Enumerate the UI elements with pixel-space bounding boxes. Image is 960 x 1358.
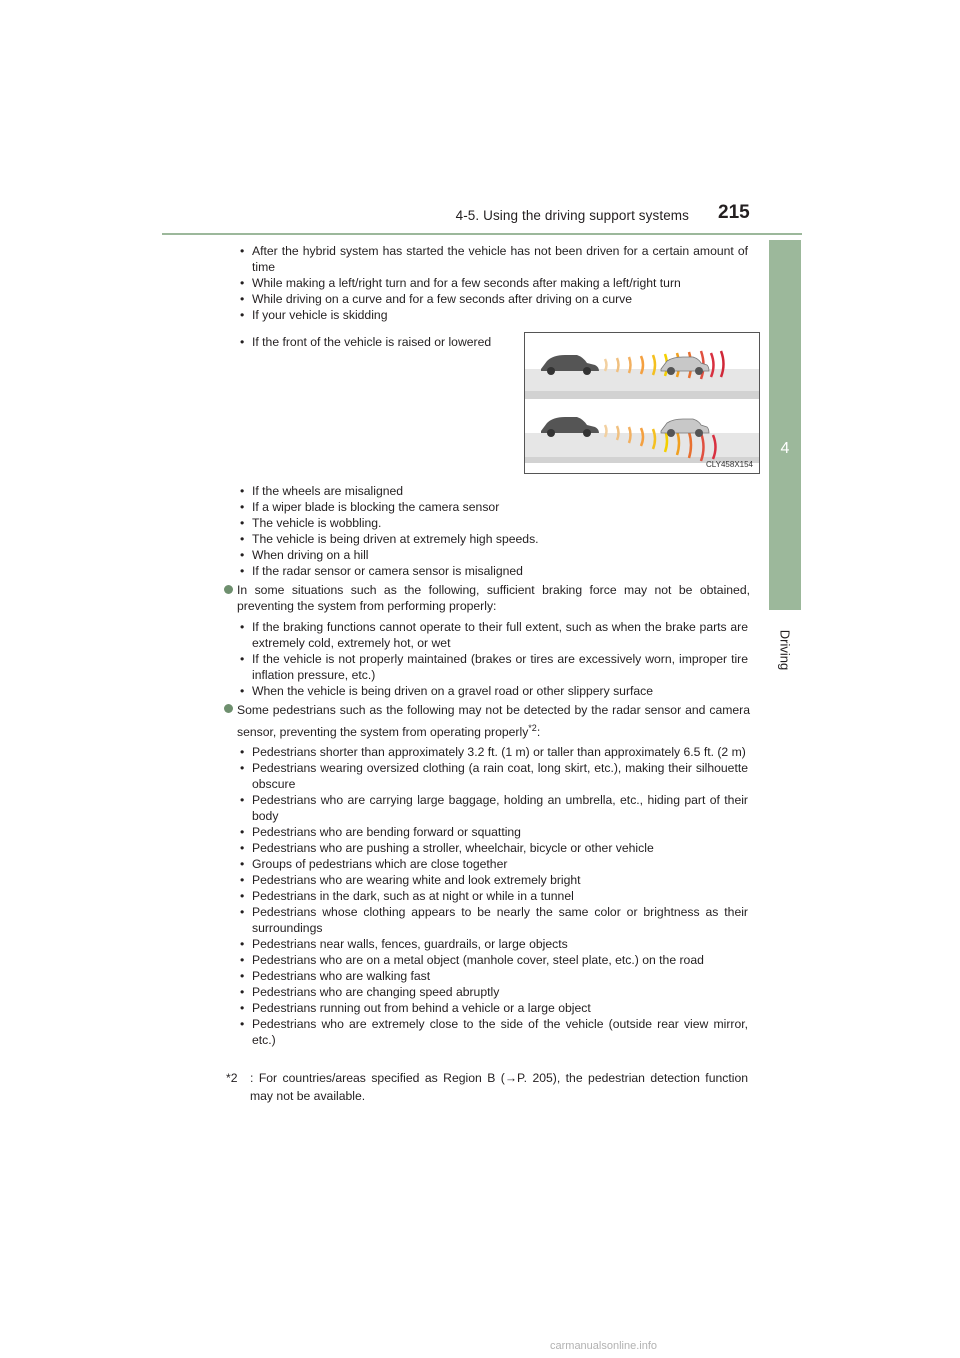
- list-item: • When driving on a hill: [240, 548, 369, 562]
- pedestrians-list: [236, 744, 748, 1048]
- list-item: • If the radar sensor or camera sensor is misaligned: [240, 564, 523, 578]
- list-item: • Pedestrians in the dark, such as at night or while in a tunnel: [240, 889, 574, 903]
- list-item: • Pedestrians whose clothing appears to be nearly the same color or brightness as their surroundings: [240, 905, 748, 935]
- footnote-text: : For countries/areas specified as Region B (→P. 205), the pedestrian detection function may not be available.: [250, 1071, 748, 1103]
- footnote-ref: *2: [528, 723, 537, 733]
- chapter-tab: [769, 240, 801, 610]
- pedestrians-intro: Some pedestrians such as the following may not be detected by the radar sensor and camera sensor, preventing the system from operating properly$^{*2}$:: [237, 703, 750, 740]
- list-item: • Pedestrians shorter than approximately 3.2 ft. (1 m) or taller than approximately 6.5 ft. (2 m): [240, 745, 746, 759]
- page-number: 215: [718, 202, 750, 223]
- braking-intro: In some situations such as the following, sufficient braking force may not be obtained, preventing the system from performing properly:: [237, 583, 750, 613]
- figure-caption: CLY458X154: [706, 460, 753, 469]
- radar-diagram-svg: [525, 333, 759, 473]
- bullet-list-figure-side: [236, 334, 508, 350]
- list-item: • Pedestrians who are changing speed abruptly: [240, 985, 500, 999]
- footnote: [226, 1069, 748, 1105]
- header-divider: [162, 233, 802, 235]
- list-item: • Pedestrians near walls, fences, guardrails, or large objects: [240, 937, 568, 951]
- braking-section: [224, 582, 750, 614]
- chapter-label: [774, 620, 796, 680]
- section-bullet-icon: [224, 704, 233, 713]
- footnote-mark: *2: [226, 1071, 238, 1085]
- list-item: • Pedestrians who are extremely close to the side of the vehicle (outside rear view mirror, etc.): [240, 1017, 748, 1047]
- chapter-label-text: Driving: [777, 629, 793, 671]
- pedestrians-section: [224, 701, 750, 741]
- list-item: • While making a left/right turn and for a few seconds after making a left/right turn: [240, 276, 681, 290]
- chapter-number: 4: [780, 440, 790, 457]
- braking-list: [236, 619, 748, 699]
- watermark: carmanualsonline.info: [550, 1340, 658, 1352]
- list-item: • Pedestrians wearing oversized clothing (a rain coat, long skirt, etc.), making their silhouette obscure: [240, 761, 748, 791]
- bullet-list-top: [236, 243, 748, 323]
- list-item: • Pedestrians who are walking fast: [240, 969, 431, 983]
- list-item: • If your vehicle is skidding: [240, 308, 388, 322]
- list-item: • Pedestrians who are on a metal object (manhole cover, steel plate, etc.) on the road: [240, 953, 704, 967]
- list-item: • While driving on a curve and for a few seconds after driving on a curve: [240, 292, 633, 306]
- list-item: • Pedestrians who are pushing a stroller, wheelchair, bicycle or other vehicle: [240, 841, 654, 855]
- list-item: • Pedestrians who are wearing white and look extremely bright: [240, 873, 581, 887]
- list-item: • Groups of pedestrians which are close together: [240, 857, 508, 871]
- radar-illustration: [524, 332, 760, 474]
- list-item: • Pedestrians who are bending forward or squatting: [240, 825, 521, 839]
- list-item: • If the wheels are misaligned: [240, 484, 404, 498]
- list-item: • If a wiper blade is blocking the camera sensor: [240, 500, 500, 514]
- section-title: 4-5. Using the driving support systems: [455, 208, 689, 223]
- list-item: • If the front of the vehicle is raised or lowered: [240, 335, 492, 349]
- bullet-list-middle: [236, 483, 748, 579]
- list-item: • When the vehicle is being driven on a gravel road or other slippery surface: [240, 684, 654, 698]
- list-item: • After the hybrid system has started the vehicle has not been driven for a certain amount of time: [240, 244, 748, 274]
- list-item: • If the vehicle is not properly maintained (brakes or tires are excessively worn, improper tire inflation pressure, etc.): [240, 652, 748, 682]
- list-item: • If the braking functions cannot operate to their full extent, such as when the brake parts are extremely cold, extremely hot, or wet: [240, 620, 748, 650]
- list-item: • The vehicle is being driven at extremely high speeds.: [240, 532, 539, 546]
- list-item: • Pedestrians who are carrying large baggage, holding an umbrella, etc., hiding part of their body: [240, 793, 748, 823]
- list-item: • Pedestrians running out from behind a vehicle or a large object: [240, 1001, 591, 1015]
- list-item: • The vehicle is wobbling.: [240, 516, 382, 530]
- section-bullet-icon: [224, 585, 233, 594]
